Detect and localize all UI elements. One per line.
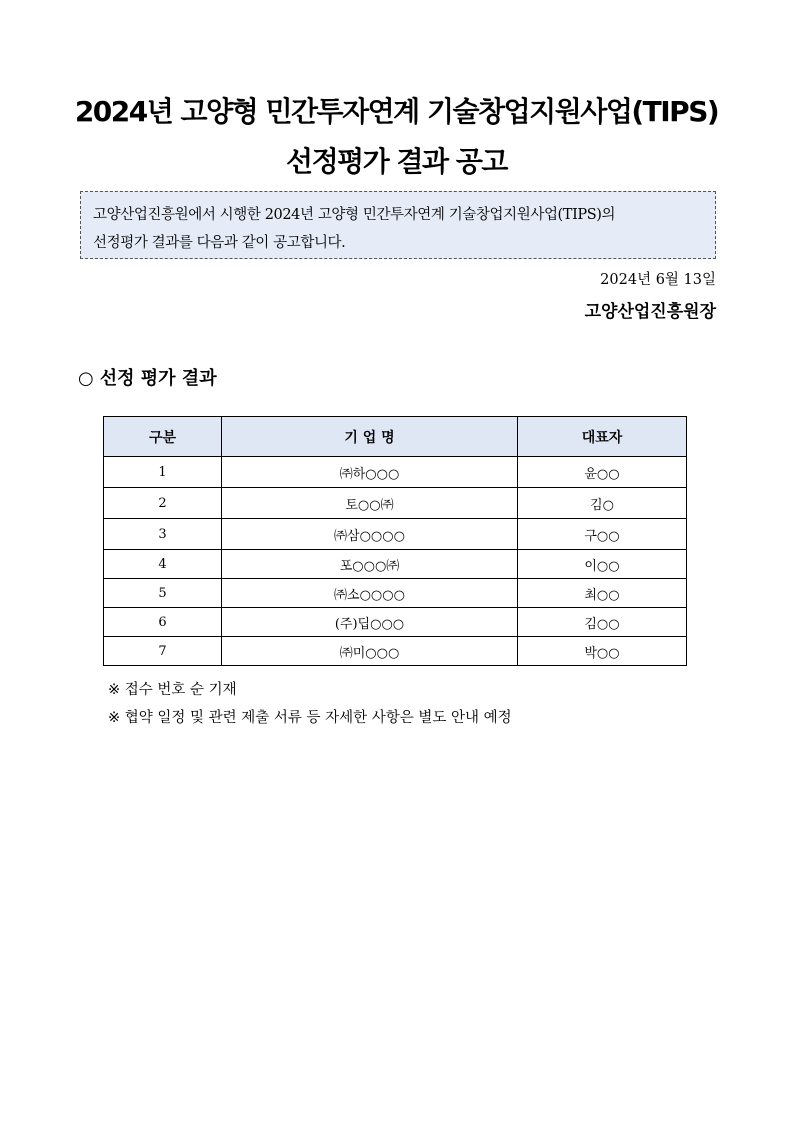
table-row (104, 637, 687, 666)
notes (108, 676, 512, 732)
results-table (103, 416, 687, 666)
table-row (104, 550, 687, 579)
header-ceo: 대표자 (518, 417, 687, 457)
table-header-row (104, 417, 687, 457)
row-no: 6 (104, 608, 222, 637)
row-ceo: 구○○ (518, 519, 687, 550)
row-company: ㈜삼○○○○ (222, 519, 518, 550)
row-company: 토○○㈜ (222, 488, 518, 519)
circle-bullet-icon: ○ (78, 368, 94, 389)
row-no: 7 (104, 637, 222, 666)
row-ceo: 윤○○ (518, 457, 687, 488)
row-ceo: 박○○ (518, 637, 687, 666)
row-ceo: 최○○ (518, 579, 687, 608)
row-no: 3 (104, 519, 222, 550)
table-row (104, 488, 687, 519)
table-row (104, 579, 687, 608)
header-no: 구분 (104, 417, 222, 457)
table-row (104, 519, 687, 550)
page-title-line-2: 선정평가 결과 공고 (286, 145, 507, 178)
row-ceo: 김○○ (518, 608, 687, 637)
organization-name: 고양산업진흥원장 (584, 302, 716, 322)
row-company: (주)딥○○○ (222, 608, 518, 637)
note-item: ※ 협약 일정 및 관련 제출 서류 등 자세한 사항은 별도 안내 예정 (108, 710, 512, 726)
row-company: ㈜소○○○○ (222, 579, 518, 608)
announcement-date: 2024년 6월 13일 (600, 272, 716, 288)
row-no: 1 (104, 457, 222, 488)
page-title-line-1: 2024년 고양형 민간투자연계 기술창업지원사업(TIPS) (74, 95, 719, 128)
table-row (104, 457, 687, 488)
row-company: ㈜미○○○ (222, 637, 518, 666)
note-item: ※ 접수 번호 순 기재 (108, 682, 237, 698)
header-company: 기 업 명 (222, 417, 518, 457)
row-ceo: 이○○ (518, 550, 687, 579)
row-no: 4 (104, 550, 222, 579)
row-company: 포○○○㈜ (222, 550, 518, 579)
section-title: 선정 평가 결과 (99, 368, 217, 389)
row-company: ㈜하○○○ (222, 457, 518, 488)
table-row (104, 608, 687, 637)
row-ceo: 김○ (518, 488, 687, 519)
section-heading (78, 364, 217, 390)
notice-line-1: 고양산업진흥원에서 시행한 2024년 고양형 민간투자연계 기술창업지원사업(TIPS)의 (93, 207, 616, 223)
notice-line-2: 선정평가 결과를 다음과 같이 공고합니다. (93, 235, 346, 251)
row-no: 2 (104, 488, 222, 519)
notice-box (80, 191, 716, 259)
row-no: 5 (104, 579, 222, 608)
